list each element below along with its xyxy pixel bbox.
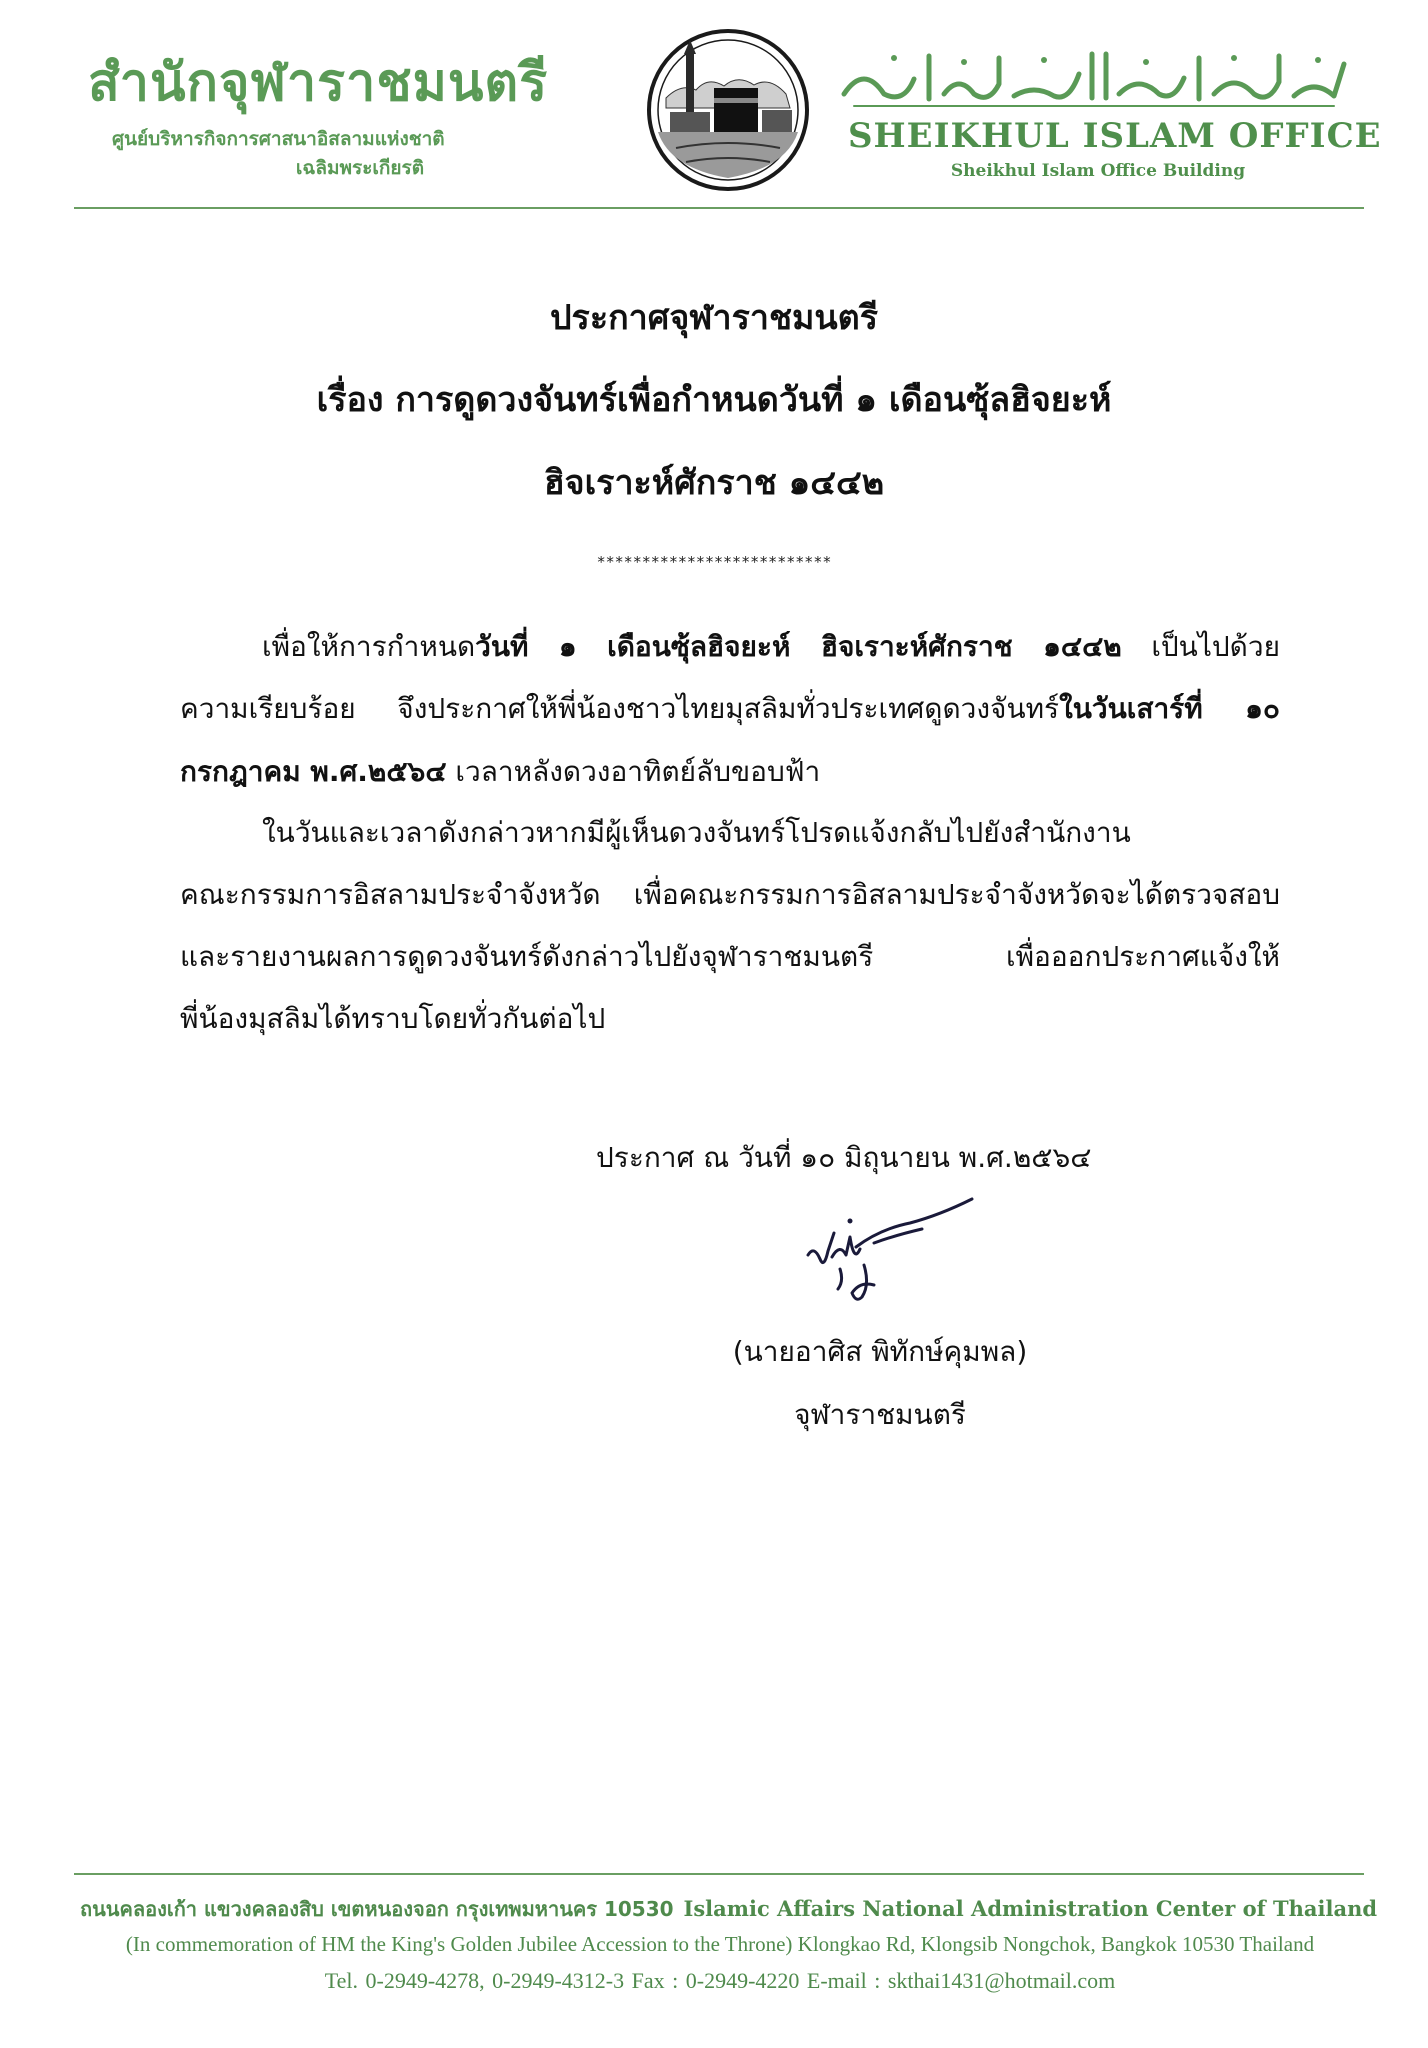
paragraph-2-line-1: ในวันและเวลาดังกล่าวหากมีผู้เห็นดวงจันทร์โปรดแจ้งกลับไปยังสำนักงาน [262, 816, 1131, 849]
paragraph-1-line-3 [180, 750, 1280, 794]
office-seal-icon [646, 28, 810, 192]
arabic-calligraphy-logo [834, 44, 1354, 116]
announcement-date: ประกาศ ณ วันที่ ๑๐ มิถุนายน พ.ศ.๒๕๖๔ [596, 1141, 1092, 1174]
text-run: ความเรียบร้อย จึงประกาศให้พี่น้องชาวไทยมุสลิมทั่วประเทศดูดวงจันทร์ [180, 692, 1060, 725]
paragraph-1-line-2 [180, 687, 1280, 731]
footer-divider [74, 1873, 1364, 1875]
text-run: เป็นไปด้วย [1121, 630, 1280, 663]
announcement-subject: เรื่อง การดูดวงจันทร์เพื่อกำหนดวันที่ ๑ เดือนซุ้ลฮิจยะห์ [316, 380, 1112, 420]
separator-line: ************************** [596, 553, 832, 571]
office-name-thai: สำนักจุฬาราชมนตรี [88, 53, 549, 113]
text-run: เพื่อให้การกำหนด [262, 630, 476, 663]
announcement-title: ประกาศจุฬาราชมนตรี [549, 298, 879, 338]
footer-address-line [80, 1893, 1378, 1925]
paragraph-2-line-4: พี่น้องมุสลิมได้ทราบโดยทั่วกันต่อไป [180, 1002, 606, 1035]
center-name-thai: ศูนย์บริหารกิจการศาสนาอิสลามแห่งชาติ [112, 128, 445, 150]
text-run-bold: วันที่ ๑ เดือนซุ้ลฮิจยะห์ ฮิจเราะห์ศักราช ๑๔๔๒ [475, 630, 1122, 663]
signer-title: จุฬาราชมนตรี [794, 1398, 966, 1431]
header-divider [74, 207, 1364, 209]
footer-address-thai: ถนนคลองเก้า แขวงคลองสิบ เขตหนองจอก กรุงเทพมหานคร 10530 [80, 1897, 674, 1921]
text-run-bold: ในวันเสาร์ที่ ๑๐ [1059, 692, 1281, 725]
paragraph-2-line-2: คณะกรรมการอิสลามประจำจังหวัด เพื่อคณะกรรมการอิสลามประจำจังหวัดจะได้ตรวจสอบ [180, 878, 1280, 911]
handwritten-signature [800, 1185, 990, 1315]
paragraph-2-line-3: และรายงานผลการดูดวงจันทร์ดังกล่าวไปยังจุฬาราชมนตรี เพื่อออกประกาศแจ้งให้ [180, 940, 1280, 973]
paragraph-1-line-1 [262, 625, 1280, 669]
text-run: เวลาหลังดวงอาทิตย์ลับขอบฟ้า [446, 755, 821, 788]
footer-center-name: Islamic Affairs National Administration Center of Thailand [683, 1896, 1378, 1921]
footer-contact: Tel. 0-2949-4278, 0-2949-4312-3 Fax : 0-2949-4220 E-mail : skthai1431@hotmail.com [324, 1968, 1116, 1993]
text-run-bold: กรกฎาคม พ.ศ.๒๕๖๔ [180, 755, 447, 788]
office-name-english: SHEIKHUL ISLAM OFFICE [848, 116, 1382, 156]
signer-name: (นายอาศิส พิทักษ์คุมพล) [732, 1335, 1028, 1368]
office-building-english: Sheikhul Islam Office Building [950, 161, 1246, 181]
announcement-year: ฮิจเราะห์ศักราช ๑๔๔๒ [543, 463, 885, 503]
center-name-thai-line2: เฉลิมพระเกียรติ [295, 157, 425, 179]
footer-commemoration: (In commemoration of HM the King's Golden Jubilee Accession to the Throne) Klongkao Rd, Klongsib Nongchok, Bangkok 10530 Thailand [125, 1932, 1315, 1956]
